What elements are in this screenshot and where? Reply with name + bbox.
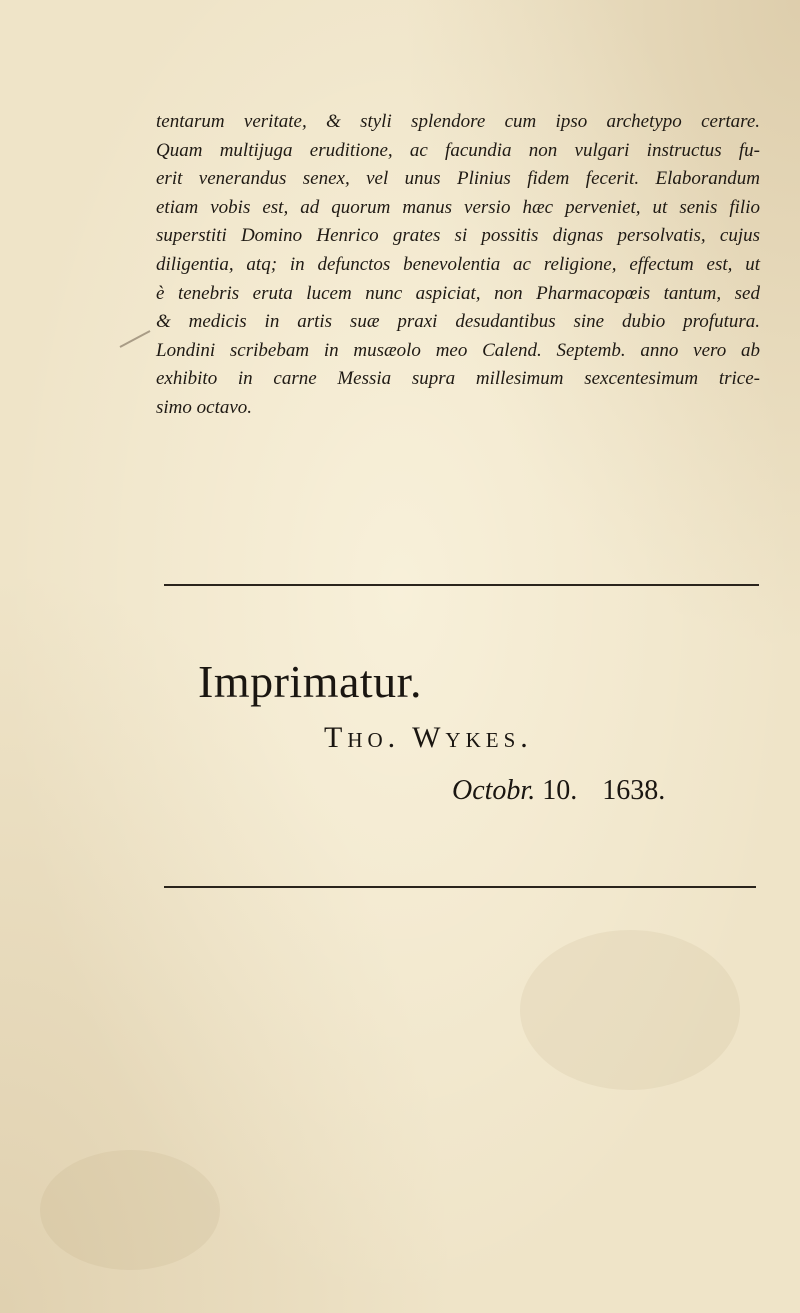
horizontal-rule-bottom	[164, 886, 756, 888]
text-line: erit venerandus senex, vel unus Plinius fidem fecerit. Elaborandum	[156, 168, 760, 190]
date-year: 1638.	[602, 775, 666, 806]
text-line: & medicis in artis suæ praxi desudantibus sine dubio profutura.	[156, 311, 760, 333]
horizontal-rule-top	[164, 584, 759, 586]
text-line: exhibito in carne Messia supra millesimum sexcentesimum trice-	[156, 368, 760, 390]
latin-body-text	[156, 108, 760, 423]
licenser-name: Tho. Wykes.	[324, 721, 533, 754]
paper-stain	[520, 930, 740, 1090]
text-line: superstiti Domino Henrico grates si possitis dignas persolvatis, cujus	[156, 225, 760, 247]
imprimatur-date	[452, 772, 665, 810]
date-month: Octobr.	[452, 775, 536, 806]
date-day: 10.	[542, 775, 578, 806]
text-line: simo octavo.	[156, 396, 253, 418]
text-line: etiam vobis est, ad quorum manus versio hæc perveniet, ut senis filio	[156, 196, 760, 218]
text-line: è tenebris eruta lucem nunc aspiciat, non Pharmacopœis tantum, sed	[156, 282, 760, 304]
ink-scratch-mark	[120, 330, 151, 348]
paper-stain	[40, 1150, 220, 1270]
text-line: Quam multijuga eruditione, ac facundia non vulgari instructus fu-	[156, 139, 760, 161]
imprimatur-heading: Imprimatur.	[198, 656, 422, 707]
text-line: diligentia, atq; in defunctos benevolentia ac religione, effectum est, ut	[156, 253, 760, 275]
text-line: Londini scribebam in musæolo meo Calend. Septemb. anno vero ab	[156, 339, 760, 361]
text-line: tentarum veritate, & styli splendore cum ipso archetypo certare.	[156, 111, 760, 132]
